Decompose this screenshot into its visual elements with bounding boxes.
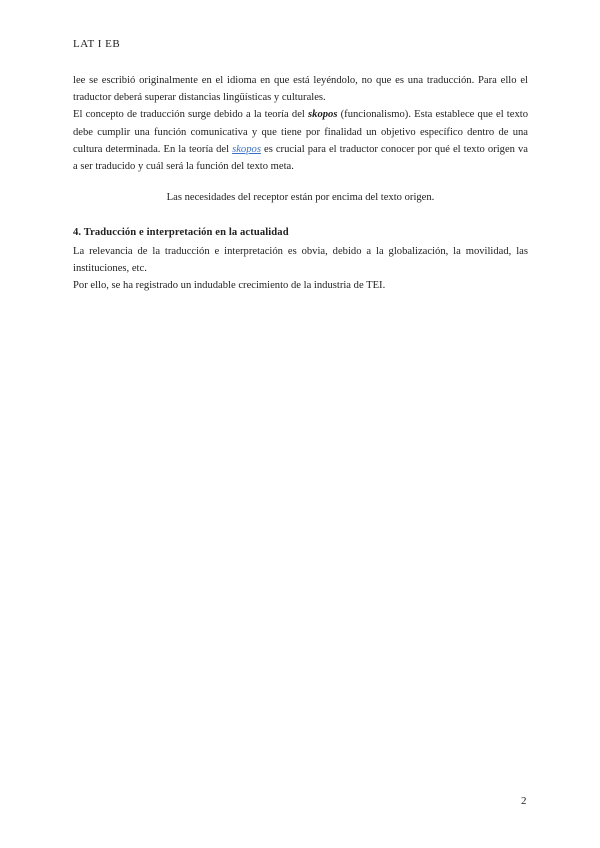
paragraph-skopos-part2: (funcionalismo). Esta establece que el texto debe cumplir una función comunicativa y que tiene por finalidad un objetivo específico dentro de una cultura determinada. En la teoría del: [73, 109, 528, 155]
section-heading-4: 4. Traducción e interpretación en la actualidad: [73, 227, 289, 238]
paragraph-skopos: [73, 106, 528, 175]
section4-text-block: [73, 243, 528, 295]
intro-text-block: [73, 72, 528, 175]
paragraph-continuation: lee se escribió originalmente en el idioma en que está leyéndolo, no que es una traducción. Para ello el traductor deberá superar distancias lingüísticas y culturales.: [73, 75, 528, 104]
page-number: 2: [521, 795, 527, 807]
skopos-link[interactable]: skopos: [232, 143, 261, 155]
skopos-term-bold: skopos: [308, 109, 338, 121]
centered-statement: Las necesidades del receptor están por encima del texto origen.: [166, 192, 435, 203]
paragraph-skopos-part1: El concepto de traducción surge debido a la teoría del: [73, 109, 309, 121]
paragraph-skopos-part3: es crucial para el traductor conocer por qué el texto origen va a ser traducido y cuál será la función del texto meta.: [73, 143, 528, 173]
section4-paragraph-1: La relevancia de la traducción e interpretación es obvia, debido a la globalización, la movilidad, las instituciones, etc.: [73, 246, 528, 275]
section4-paragraph-2: Por ello, se ha registrado un indudable crecimiento de la industria de TEI.: [73, 280, 386, 292]
page-header-title: LAT I EB: [73, 38, 121, 50]
